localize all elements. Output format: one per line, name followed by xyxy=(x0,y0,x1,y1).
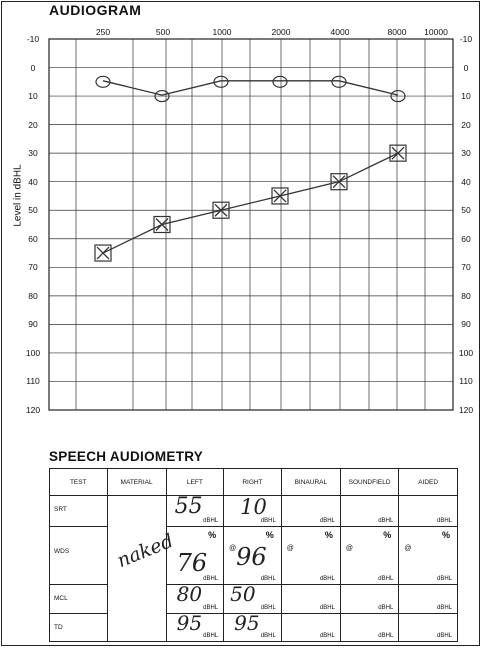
unit-label: dBHL xyxy=(319,605,335,611)
unit-label: dBHL xyxy=(378,605,394,611)
aided-cell xyxy=(399,614,458,642)
binaural-cell xyxy=(281,527,340,585)
aided-cell xyxy=(399,527,458,585)
soundfield-cell xyxy=(340,496,398,527)
unit-label: dBHL xyxy=(436,633,452,639)
col-aided: AIDED xyxy=(399,469,458,496)
test-cell xyxy=(50,614,108,642)
td-right-value: 95 xyxy=(234,611,260,635)
srt-left-value: 55 xyxy=(174,494,203,519)
percent-sign: % xyxy=(324,530,333,540)
binaural-cell xyxy=(281,496,340,527)
right-cell xyxy=(224,611,282,642)
unit-label: dBHL xyxy=(436,518,452,524)
unit-label: dBHL xyxy=(260,605,276,611)
col-soundfield: SOUNDFIELD xyxy=(340,469,398,496)
series-lower-line xyxy=(103,153,398,253)
level-label: 70 xyxy=(461,262,471,273)
unit-label: dBHL xyxy=(436,576,452,582)
unit-label: dBHL xyxy=(203,633,219,639)
level-label: -10 xyxy=(459,34,473,44)
level-label: 100 xyxy=(25,347,41,358)
unit-label: dBHL xyxy=(378,518,394,524)
table-row xyxy=(50,496,458,527)
test-cell xyxy=(50,585,108,614)
unit-label: dBHL xyxy=(319,633,335,639)
unit-label: dBHL xyxy=(378,633,394,639)
level-label: 40 xyxy=(28,176,38,187)
freq-4000: 4000 xyxy=(330,27,350,37)
wds-right-value: 96 xyxy=(236,543,267,571)
soundfield-cell xyxy=(340,527,398,585)
unit-label: dBHL xyxy=(260,576,276,582)
at-sign: @ xyxy=(404,545,412,552)
level-label: 120 xyxy=(25,405,41,415)
level-label: 80 xyxy=(28,290,38,301)
chart-frame xyxy=(49,39,453,410)
level-label: 50 xyxy=(28,205,38,216)
level-label: 30 xyxy=(461,148,471,159)
level-label: 90 xyxy=(461,319,471,330)
at-sign: @ xyxy=(345,545,353,552)
level-label: 0 xyxy=(30,62,36,73)
unit-label: dBHL xyxy=(378,576,394,582)
srt-right-value: 10 xyxy=(240,495,267,519)
level-label: 90 xyxy=(28,319,38,330)
at-sign: @ xyxy=(229,545,237,552)
td-left-value: 95 xyxy=(176,611,203,635)
y-axis-label: Level in dBHL xyxy=(12,164,24,227)
col-material: MATERIAL xyxy=(107,469,166,496)
freq-8000: 8000 xyxy=(387,27,407,37)
at-sign: @ xyxy=(286,545,294,552)
freq-250: 250 xyxy=(95,27,111,37)
right-cell xyxy=(224,582,282,614)
test-label: SRT xyxy=(54,506,67,513)
level-label: 0 xyxy=(463,62,469,73)
percent-sign: % xyxy=(208,530,217,540)
series-upper-line xyxy=(103,81,398,95)
level-label: 30 xyxy=(28,148,38,159)
level-label: 60 xyxy=(28,233,38,244)
col-right: RIGHT xyxy=(224,469,282,496)
percent-sign: % xyxy=(265,530,274,540)
level-label: 70 xyxy=(28,262,38,273)
unit-label: dBHL xyxy=(203,576,219,582)
level-label: 20 xyxy=(461,119,471,130)
test-label: MCL xyxy=(54,595,68,602)
wds-left-value: 76 xyxy=(176,549,208,577)
unit-label: dBHL xyxy=(436,605,452,611)
unit-label: dBHL xyxy=(319,518,335,524)
freq-500: 500 xyxy=(155,27,171,37)
level-label: 40 xyxy=(461,176,471,187)
level-label: 20 xyxy=(28,119,38,130)
test-label: WDS xyxy=(54,548,70,555)
unit-label: dBHL xyxy=(260,518,276,524)
unit-label: dBHL xyxy=(203,605,219,611)
mcl-left-value: 80 xyxy=(176,582,203,606)
col-test: TEST xyxy=(50,469,108,496)
unit-label: dBHL xyxy=(319,576,335,582)
speech-audiometry-table xyxy=(49,468,458,642)
left-cell xyxy=(166,496,224,527)
unit-label: dBHL xyxy=(260,633,276,639)
level-label: 10 xyxy=(461,91,471,102)
level-label: 50 xyxy=(461,205,471,216)
col-binaural: BINAURAL xyxy=(281,469,340,496)
test-label: TD xyxy=(54,624,63,631)
unit-label: dBHL xyxy=(203,518,219,524)
left-cell xyxy=(166,611,224,642)
level-label: 80 xyxy=(461,290,471,301)
test-cell xyxy=(50,496,108,527)
soundfield-cell xyxy=(340,614,398,642)
mcl-right-value: 50 xyxy=(230,582,256,606)
speech-audiometry-title: SPEECH AUDIOMETRY xyxy=(49,449,204,464)
percent-sign: % xyxy=(383,530,392,540)
level-label: -10 xyxy=(26,34,40,44)
freq-2000: 2000 xyxy=(271,27,291,37)
left-cell xyxy=(166,582,224,614)
binaural-cell xyxy=(281,614,340,642)
level-label: 60 xyxy=(461,233,471,244)
binaural-cell xyxy=(281,585,340,614)
level-label: 110 xyxy=(26,376,40,387)
level-label: 110 xyxy=(459,376,473,387)
right-cell xyxy=(224,527,282,585)
material-handwriting: naked xyxy=(113,529,177,573)
col-left: LEFT xyxy=(166,469,224,496)
table-header-row xyxy=(50,469,458,496)
aided-cell xyxy=(399,496,458,527)
right-cell xyxy=(224,496,282,527)
freq-10000: 10000 xyxy=(424,27,448,37)
left-cell xyxy=(166,527,224,585)
data-point-x xyxy=(97,247,109,259)
data-point-circle xyxy=(273,76,287,87)
soundfield-cell xyxy=(340,585,398,614)
level-label: 100 xyxy=(458,347,474,358)
material-cell xyxy=(107,496,177,642)
freq-1000: 1000 xyxy=(212,27,232,37)
audiogram-title: AUDIOGRAM xyxy=(49,2,142,18)
percent-sign: % xyxy=(441,530,450,540)
level-label: 10 xyxy=(28,91,38,102)
data-point-x xyxy=(274,190,286,202)
aided-cell xyxy=(399,585,458,614)
test-cell xyxy=(50,527,108,585)
level-label: 120 xyxy=(458,405,474,415)
